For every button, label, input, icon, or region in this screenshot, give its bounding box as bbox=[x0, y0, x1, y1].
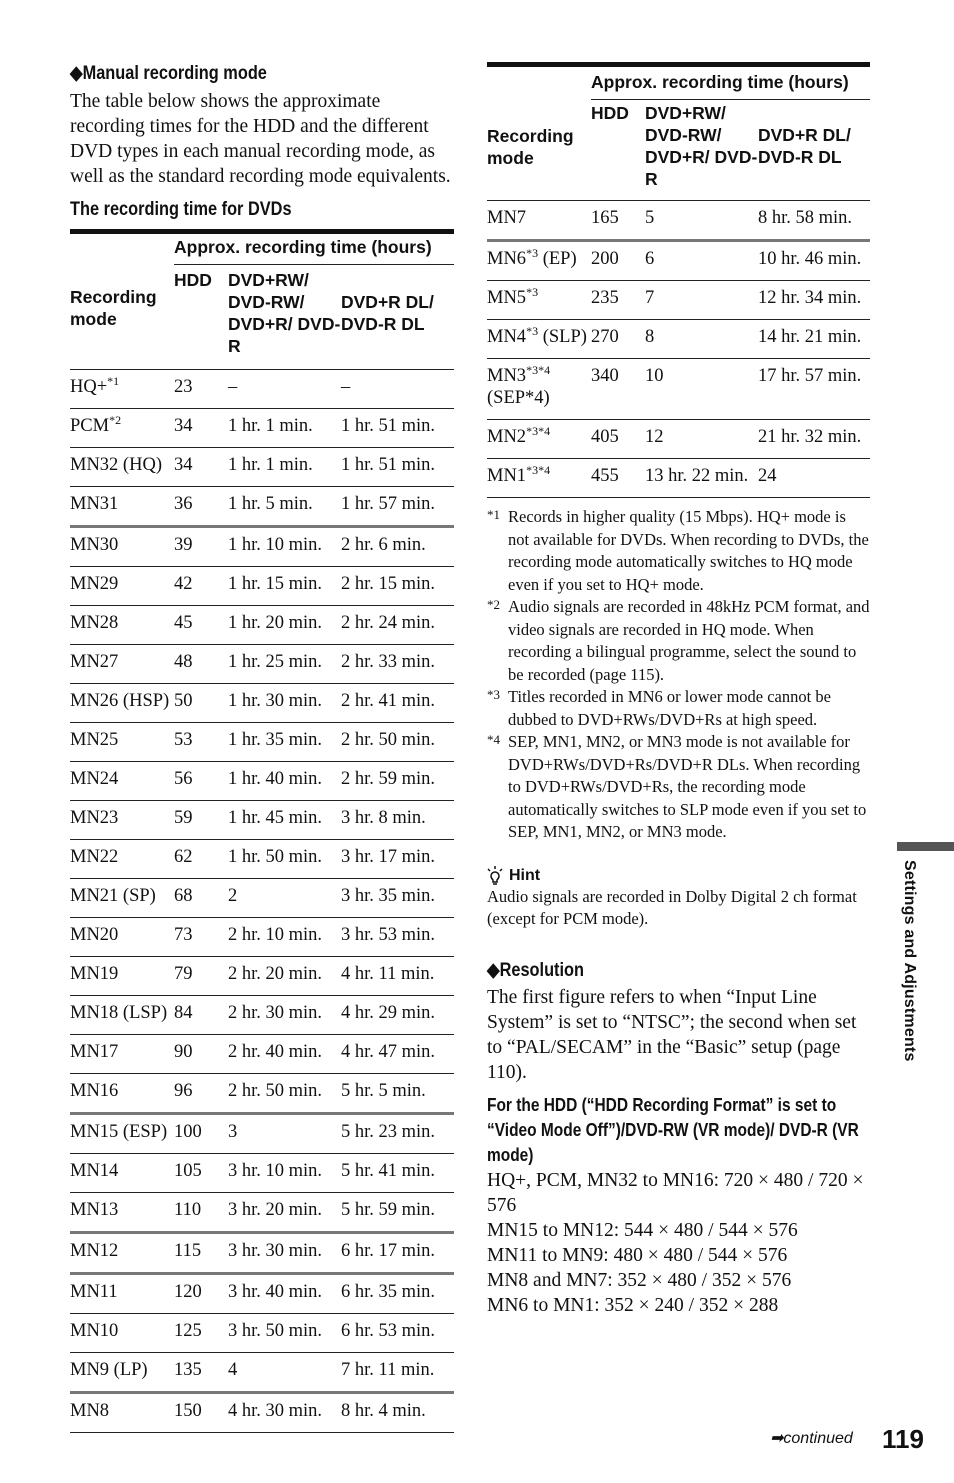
resolution-intro: The first figure refers to when “Input Line System” is set to “NTSC”; the second when set to “PAL/SECAM” in the “Basic” setup (page 110). bbox=[487, 986, 857, 1083]
table-row bbox=[70, 1353, 454, 1393]
table-row bbox=[70, 957, 454, 996]
cell-mode: MN23 bbox=[70, 801, 174, 840]
table-row bbox=[70, 1274, 454, 1314]
cell-hdd: 62 bbox=[174, 840, 228, 879]
cell-mode: MN9 (LP) bbox=[70, 1353, 174, 1393]
arrow-right-icon: ➡ bbox=[770, 1430, 784, 1447]
cell-dl: 3 hr. 35 min. bbox=[341, 879, 454, 918]
cell-mode: MN5$^{*3}$ bbox=[487, 281, 591, 320]
cell-hdd: 42 bbox=[174, 567, 228, 606]
cell-dvd: 2 hr. 30 min. bbox=[228, 996, 341, 1035]
table-row bbox=[70, 918, 454, 957]
table-row bbox=[70, 879, 454, 918]
cell-hdd: 96 bbox=[174, 1074, 228, 1114]
table-title: The recording time for DVDs bbox=[70, 199, 292, 220]
cell-dl: 4 hr. 29 min. bbox=[341, 996, 454, 1035]
cell-hdd: 36 bbox=[174, 487, 228, 527]
cell-hdd: 120 bbox=[174, 1274, 228, 1314]
cell-dvd: 2 hr. 20 min. bbox=[228, 957, 341, 996]
cell-dl: 2 hr. 50 min. bbox=[341, 723, 454, 762]
cell-hdd: 73 bbox=[174, 918, 228, 957]
cell-hdd: 165 bbox=[591, 201, 645, 241]
cell-dvd: 1 hr. 20 min. bbox=[228, 606, 341, 645]
cell-dvd: 1 hr. 35 min. bbox=[228, 723, 341, 762]
table-row bbox=[70, 1393, 454, 1433]
cell-dl: 3 hr. 53 min. bbox=[341, 918, 454, 957]
footnote-2: *2 Audio signals are recorded in 48kHz PCM format, and video signals are recorded in HQ mode. When recording a bilingual programme, select the sound to be recorded (page 115). bbox=[487, 597, 870, 684]
cell-hdd: 53 bbox=[174, 723, 228, 762]
table-row bbox=[70, 840, 454, 879]
cell-dvd: 3 hr. 20 min. bbox=[228, 1193, 341, 1233]
resolution-lines bbox=[487, 1168, 870, 1318]
cell-dl: 5 hr. 59 min. bbox=[341, 1193, 454, 1233]
cell-dvd: 1 hr. 15 min. bbox=[228, 567, 341, 606]
cell-dl: 3 hr. 8 min. bbox=[341, 801, 454, 840]
cell-hdd: 34 bbox=[174, 409, 228, 448]
table-row bbox=[487, 320, 870, 359]
cell-mode: PCM$^{*2}$ bbox=[70, 409, 174, 448]
table-row bbox=[70, 1314, 454, 1353]
hint-text: Audio signals are recorded in Dolby Digital 2 ch format (except for PCM mode). bbox=[487, 886, 857, 928]
cell-dvd: 1 hr. 40 min. bbox=[228, 762, 341, 801]
cell-dl: 21 hr. 32 min. bbox=[758, 420, 870, 459]
table-row bbox=[70, 1074, 454, 1114]
table-row bbox=[70, 1035, 454, 1074]
cell-mode: MN17 bbox=[70, 1035, 174, 1074]
cell-hdd: 79 bbox=[174, 957, 228, 996]
table-row bbox=[70, 645, 454, 684]
table-row bbox=[487, 201, 870, 241]
cell-dvd: 4 bbox=[228, 1353, 341, 1393]
right-column bbox=[487, 62, 870, 1318]
cell-dl: 5 hr. 23 min. bbox=[341, 1114, 454, 1154]
resolution-line: HQ+, PCM, MN32 to MN16: 720 × 480 / 720 × 576 bbox=[487, 1169, 864, 1216]
table-row bbox=[70, 370, 454, 409]
cell-mode: MN26 (HSP) bbox=[70, 684, 174, 723]
manual-mode-heading: ◆Manual recording mode bbox=[70, 63, 267, 84]
table-row bbox=[70, 527, 454, 567]
header-hdd: HDD bbox=[174, 270, 212, 290]
cell-mode: MN10 bbox=[70, 1314, 174, 1353]
table-row bbox=[487, 359, 870, 420]
cell-dvd: 2 hr. 40 min. bbox=[228, 1035, 341, 1074]
resolution-line: MN6 to MN1: 352 × 240 / 352 × 288 bbox=[487, 1294, 779, 1316]
cell-dl: 1 hr. 51 min. bbox=[341, 448, 454, 487]
cell-dl: 8 hr. 4 min. bbox=[341, 1393, 454, 1433]
cell-dl: 4 hr. 11 min. bbox=[341, 957, 454, 996]
cell-dl: 2 hr. 33 min. bbox=[341, 645, 454, 684]
table-row bbox=[70, 684, 454, 723]
table-row bbox=[70, 996, 454, 1035]
cell-mode: MN32 (HQ) bbox=[70, 448, 174, 487]
cell-dvd: 10 bbox=[645, 359, 758, 420]
cell-dl: 6 hr. 53 min. bbox=[341, 1314, 454, 1353]
resolution-heading: ◆Resolution bbox=[487, 959, 585, 981]
table-row bbox=[70, 762, 454, 801]
cell-hdd: 150 bbox=[174, 1393, 228, 1433]
cell-mode: MN27 bbox=[70, 645, 174, 684]
cell-hdd: 90 bbox=[174, 1035, 228, 1074]
table-row bbox=[70, 567, 454, 606]
recording-time-table-left bbox=[70, 229, 454, 1433]
cell-dvd: 1 hr. 45 min. bbox=[228, 801, 341, 840]
table-row bbox=[487, 420, 870, 459]
table-row bbox=[70, 1193, 454, 1233]
cell-hdd: 135 bbox=[174, 1353, 228, 1393]
cell-hdd: 100 bbox=[174, 1114, 228, 1154]
table-row bbox=[487, 241, 870, 281]
cell-mode: MN29 bbox=[70, 567, 174, 606]
cell-dvd: 2 hr. 10 min. bbox=[228, 918, 341, 957]
diamond-bullet-icon: ◆ bbox=[70, 63, 83, 84]
cell-dl: 7 hr. 11 min. bbox=[341, 1353, 454, 1393]
cell-mode: MN22 bbox=[70, 840, 174, 879]
cell-dl: 24 bbox=[758, 459, 870, 498]
cell-dvd: 1 hr. 5 min. bbox=[228, 487, 341, 527]
footnotes bbox=[487, 506, 870, 844]
cell-hdd: 125 bbox=[174, 1314, 228, 1353]
table-row bbox=[70, 448, 454, 487]
cell-dvd: 1 hr. 50 min. bbox=[228, 840, 341, 879]
cell-mode: MN7 bbox=[487, 201, 591, 241]
cell-hdd: 56 bbox=[174, 762, 228, 801]
cell-mode: MN11 bbox=[70, 1274, 174, 1314]
header-approx-time: Approx. recording time (hours) bbox=[174, 232, 454, 265]
cell-dl: 10 hr. 46 min. bbox=[758, 241, 870, 281]
cell-mode: MN14 bbox=[70, 1154, 174, 1193]
manual-mode-intro: The table below shows the approximate recording times for the HDD and the different DVD types in each manual recording mode, as well as the standard recording mode equivalents. bbox=[70, 91, 451, 187]
cell-mode: MN6$^{*3}$ (EP) bbox=[487, 241, 591, 281]
table-row bbox=[487, 459, 870, 498]
cell-hdd: 235 bbox=[591, 281, 645, 320]
header-approx-time-right: Approx. recording time (hours) bbox=[591, 65, 870, 100]
header-dvd-rw-right: DVD+RW/ DVD-RW/ DVD+R/ DVD-R bbox=[645, 103, 758, 189]
cell-hdd: 50 bbox=[174, 684, 228, 723]
cell-dvd: 2 hr. 50 min. bbox=[228, 1074, 341, 1114]
cell-dvd: 1 hr. 30 min. bbox=[228, 684, 341, 723]
cell-dvd: 1 hr. 10 min. bbox=[228, 527, 341, 567]
table-row bbox=[70, 1233, 454, 1274]
cell-mode: MN30 bbox=[70, 527, 174, 567]
cell-dvd: 5 bbox=[645, 201, 758, 241]
header-dvd-dl: DVD+R DL/ DVD-R DL bbox=[341, 292, 434, 334]
right-table-body bbox=[487, 201, 870, 498]
table-row bbox=[487, 281, 870, 320]
page-number: 119 bbox=[882, 1424, 924, 1454]
left-table-body bbox=[70, 370, 454, 1433]
cell-dl: 1 hr. 57 min. bbox=[341, 487, 454, 527]
header-dvd-dl-right: DVD+R DL/ DVD-R DL bbox=[758, 125, 851, 167]
cell-hdd: 84 bbox=[174, 996, 228, 1035]
cell-mode: HQ+$^{*1}$ bbox=[70, 370, 174, 409]
cell-dl: 5 hr. 41 min. bbox=[341, 1154, 454, 1193]
cell-dl: 2 hr. 15 min. bbox=[341, 567, 454, 606]
cell-dl: 6 hr. 17 min. bbox=[341, 1233, 454, 1274]
cell-dvd: 3 hr. 10 min. bbox=[228, 1154, 341, 1193]
cell-hdd: 200 bbox=[591, 241, 645, 281]
cell-mode: MN12 bbox=[70, 1233, 174, 1274]
cell-dvd: 1 hr. 25 min. bbox=[228, 645, 341, 684]
cell-dvd: 13 hr. 22 min. bbox=[645, 459, 758, 498]
continued-label: ➡continued bbox=[770, 1430, 853, 1447]
cell-mode: MN15 (ESP) bbox=[70, 1114, 174, 1154]
table-row bbox=[70, 1154, 454, 1193]
cell-hdd: 110 bbox=[174, 1193, 228, 1233]
cell-dl: 12 hr. 34 min. bbox=[758, 281, 870, 320]
cell-hdd: 270 bbox=[591, 320, 645, 359]
cell-dl: – bbox=[341, 370, 454, 409]
cell-hdd: 59 bbox=[174, 801, 228, 840]
side-tab-label: Settings and Adjustments bbox=[901, 860, 918, 1062]
cell-dvd: 1 hr. 1 min. bbox=[228, 448, 341, 487]
table-row bbox=[70, 409, 454, 448]
table-row bbox=[70, 801, 454, 840]
cell-mode: MN8 bbox=[70, 1393, 174, 1433]
cell-mode: MN4$^{*3}$ (SLP) bbox=[487, 320, 591, 359]
cell-dvd: 6 bbox=[645, 241, 758, 281]
cell-hdd: 405 bbox=[591, 420, 645, 459]
cell-dl: 2 hr. 41 min. bbox=[341, 684, 454, 723]
cell-mode: MN19 bbox=[70, 957, 174, 996]
cell-dvd: 3 bbox=[228, 1114, 341, 1154]
side-tab-bar bbox=[897, 842, 954, 851]
cell-dl: 1 hr. 51 min. bbox=[341, 409, 454, 448]
cell-dvd: 4 hr. 30 min. bbox=[228, 1393, 341, 1433]
resolution-line: MN15 to MN12: 544 × 480 / 544 × 576 bbox=[487, 1219, 798, 1241]
cell-mode: MN18 (LSP) bbox=[70, 996, 174, 1035]
header-dvd-rw: DVD+RW/ DVD-RW/ DVD+R/ DVD-R bbox=[228, 270, 341, 356]
header-hdd-right: HDD bbox=[591, 103, 629, 123]
cell-mode: $MN2^{*3*4}$ bbox=[487, 420, 591, 459]
cell-mode: MN20 bbox=[70, 918, 174, 957]
cell-mode: MN24 bbox=[70, 762, 174, 801]
cell-dvd: 7 bbox=[645, 281, 758, 320]
cell-hdd: 48 bbox=[174, 645, 228, 684]
cell-hdd: 34 bbox=[174, 448, 228, 487]
cell-dvd: 1 hr. 1 min. bbox=[228, 409, 341, 448]
cell-mode: MN21 (SP) bbox=[70, 879, 174, 918]
cell-hdd: 23 bbox=[174, 370, 228, 409]
header-recording-mode-right: Recording mode bbox=[487, 65, 591, 191]
table-row bbox=[70, 723, 454, 762]
cell-hdd: 45 bbox=[174, 606, 228, 645]
cell-mode: MN28 bbox=[70, 606, 174, 645]
cell-hdd: 105 bbox=[174, 1154, 228, 1193]
cell-dl: 2 hr. 6 min. bbox=[341, 527, 454, 567]
cell-hdd: 455 bbox=[591, 459, 645, 498]
table-row bbox=[70, 606, 454, 645]
cell-dvd: 2 bbox=[228, 879, 341, 918]
cell-dvd: 3 hr. 50 min. bbox=[228, 1314, 341, 1353]
cell-mode: $MN1^{*3*4}$ bbox=[487, 459, 591, 498]
cell-hdd: 115 bbox=[174, 1233, 228, 1274]
footnote-4: *4 SEP, MN1, MN2, or MN3 mode is not available for DVD+RWs/DVD+Rs/DVD+R DLs. When recording to DVD+RWs/DVD+Rs, the recording mode automatically switches to SLP mode even if you set to SEP, MN1, MN2, or MN3 mode. bbox=[487, 732, 867, 841]
cell-dl: 3 hr. 17 min. bbox=[341, 840, 454, 879]
cell-dl: 4 hr. 47 min. bbox=[341, 1035, 454, 1074]
cell-dvd: 12 bbox=[645, 420, 758, 459]
resolution-subheading: For the HDD (“HDD Recording Format” is set to “Video Mode Off”)/DVD-RW (VR mode)/ DVD-R (VR mode) bbox=[487, 1094, 859, 1165]
cell-dvd: 3 hr. 40 min. bbox=[228, 1274, 341, 1314]
cell-dl: 8 hr. 58 min. bbox=[758, 201, 870, 241]
recording-time-table-right bbox=[487, 62, 870, 498]
cell-hdd: 340 bbox=[591, 359, 645, 420]
header-recording-mode: Recording mode bbox=[70, 232, 174, 358]
table-row bbox=[70, 1114, 454, 1154]
left-column bbox=[70, 62, 454, 1433]
cell-dvd: 8 bbox=[645, 320, 758, 359]
hint-title: Hint bbox=[487, 866, 870, 886]
cell-dl: 2 hr. 24 min. bbox=[341, 606, 454, 645]
cell-dl: 5 hr. 5 min. bbox=[341, 1074, 454, 1114]
diamond-bullet-icon: ◆ bbox=[487, 959, 500, 981]
footnote-3: *3 Titles recorded in MN6 or lower mode cannot be dubbed to DVD+RWs/DVD+Rs at high speed. bbox=[487, 687, 831, 729]
cell-hdd: 68 bbox=[174, 879, 228, 918]
cell-hdd: 39 bbox=[174, 527, 228, 567]
cell-dl: 2 hr. 59 min. bbox=[341, 762, 454, 801]
cell-dl: 17 hr. 57 min. bbox=[758, 359, 870, 420]
cell-mode: MN16 bbox=[70, 1074, 174, 1114]
cell-mode: MN31 bbox=[70, 487, 174, 527]
cell-dvd: 3 hr. 30 min. bbox=[228, 1233, 341, 1274]
cell-mode: $MN3^{*3*4}$ (SEP*4) bbox=[487, 359, 591, 420]
resolution-line: MN11 to MN9: 480 × 480 / 544 × 576 bbox=[487, 1244, 788, 1266]
table-row bbox=[70, 487, 454, 527]
footnote-1: *1 Records in higher quality (15 Mbps). HQ+ mode is not available for DVDs. When recording to DVDs, the recording mode automatically switches to HQ mode even if you set to HQ+ mode. bbox=[487, 507, 869, 594]
lightbulb-icon bbox=[487, 866, 503, 886]
cell-mode: MN25 bbox=[70, 723, 174, 762]
cell-dvd: – bbox=[228, 370, 341, 409]
resolution-line: MN8 and MN7: 352 × 480 / 352 × 576 bbox=[487, 1269, 792, 1291]
cell-dl: 14 hr. 21 min. bbox=[758, 320, 870, 359]
cell-dl: 6 hr. 35 min. bbox=[341, 1274, 454, 1314]
cell-mode: MN13 bbox=[70, 1193, 174, 1233]
hint-box bbox=[487, 866, 870, 931]
